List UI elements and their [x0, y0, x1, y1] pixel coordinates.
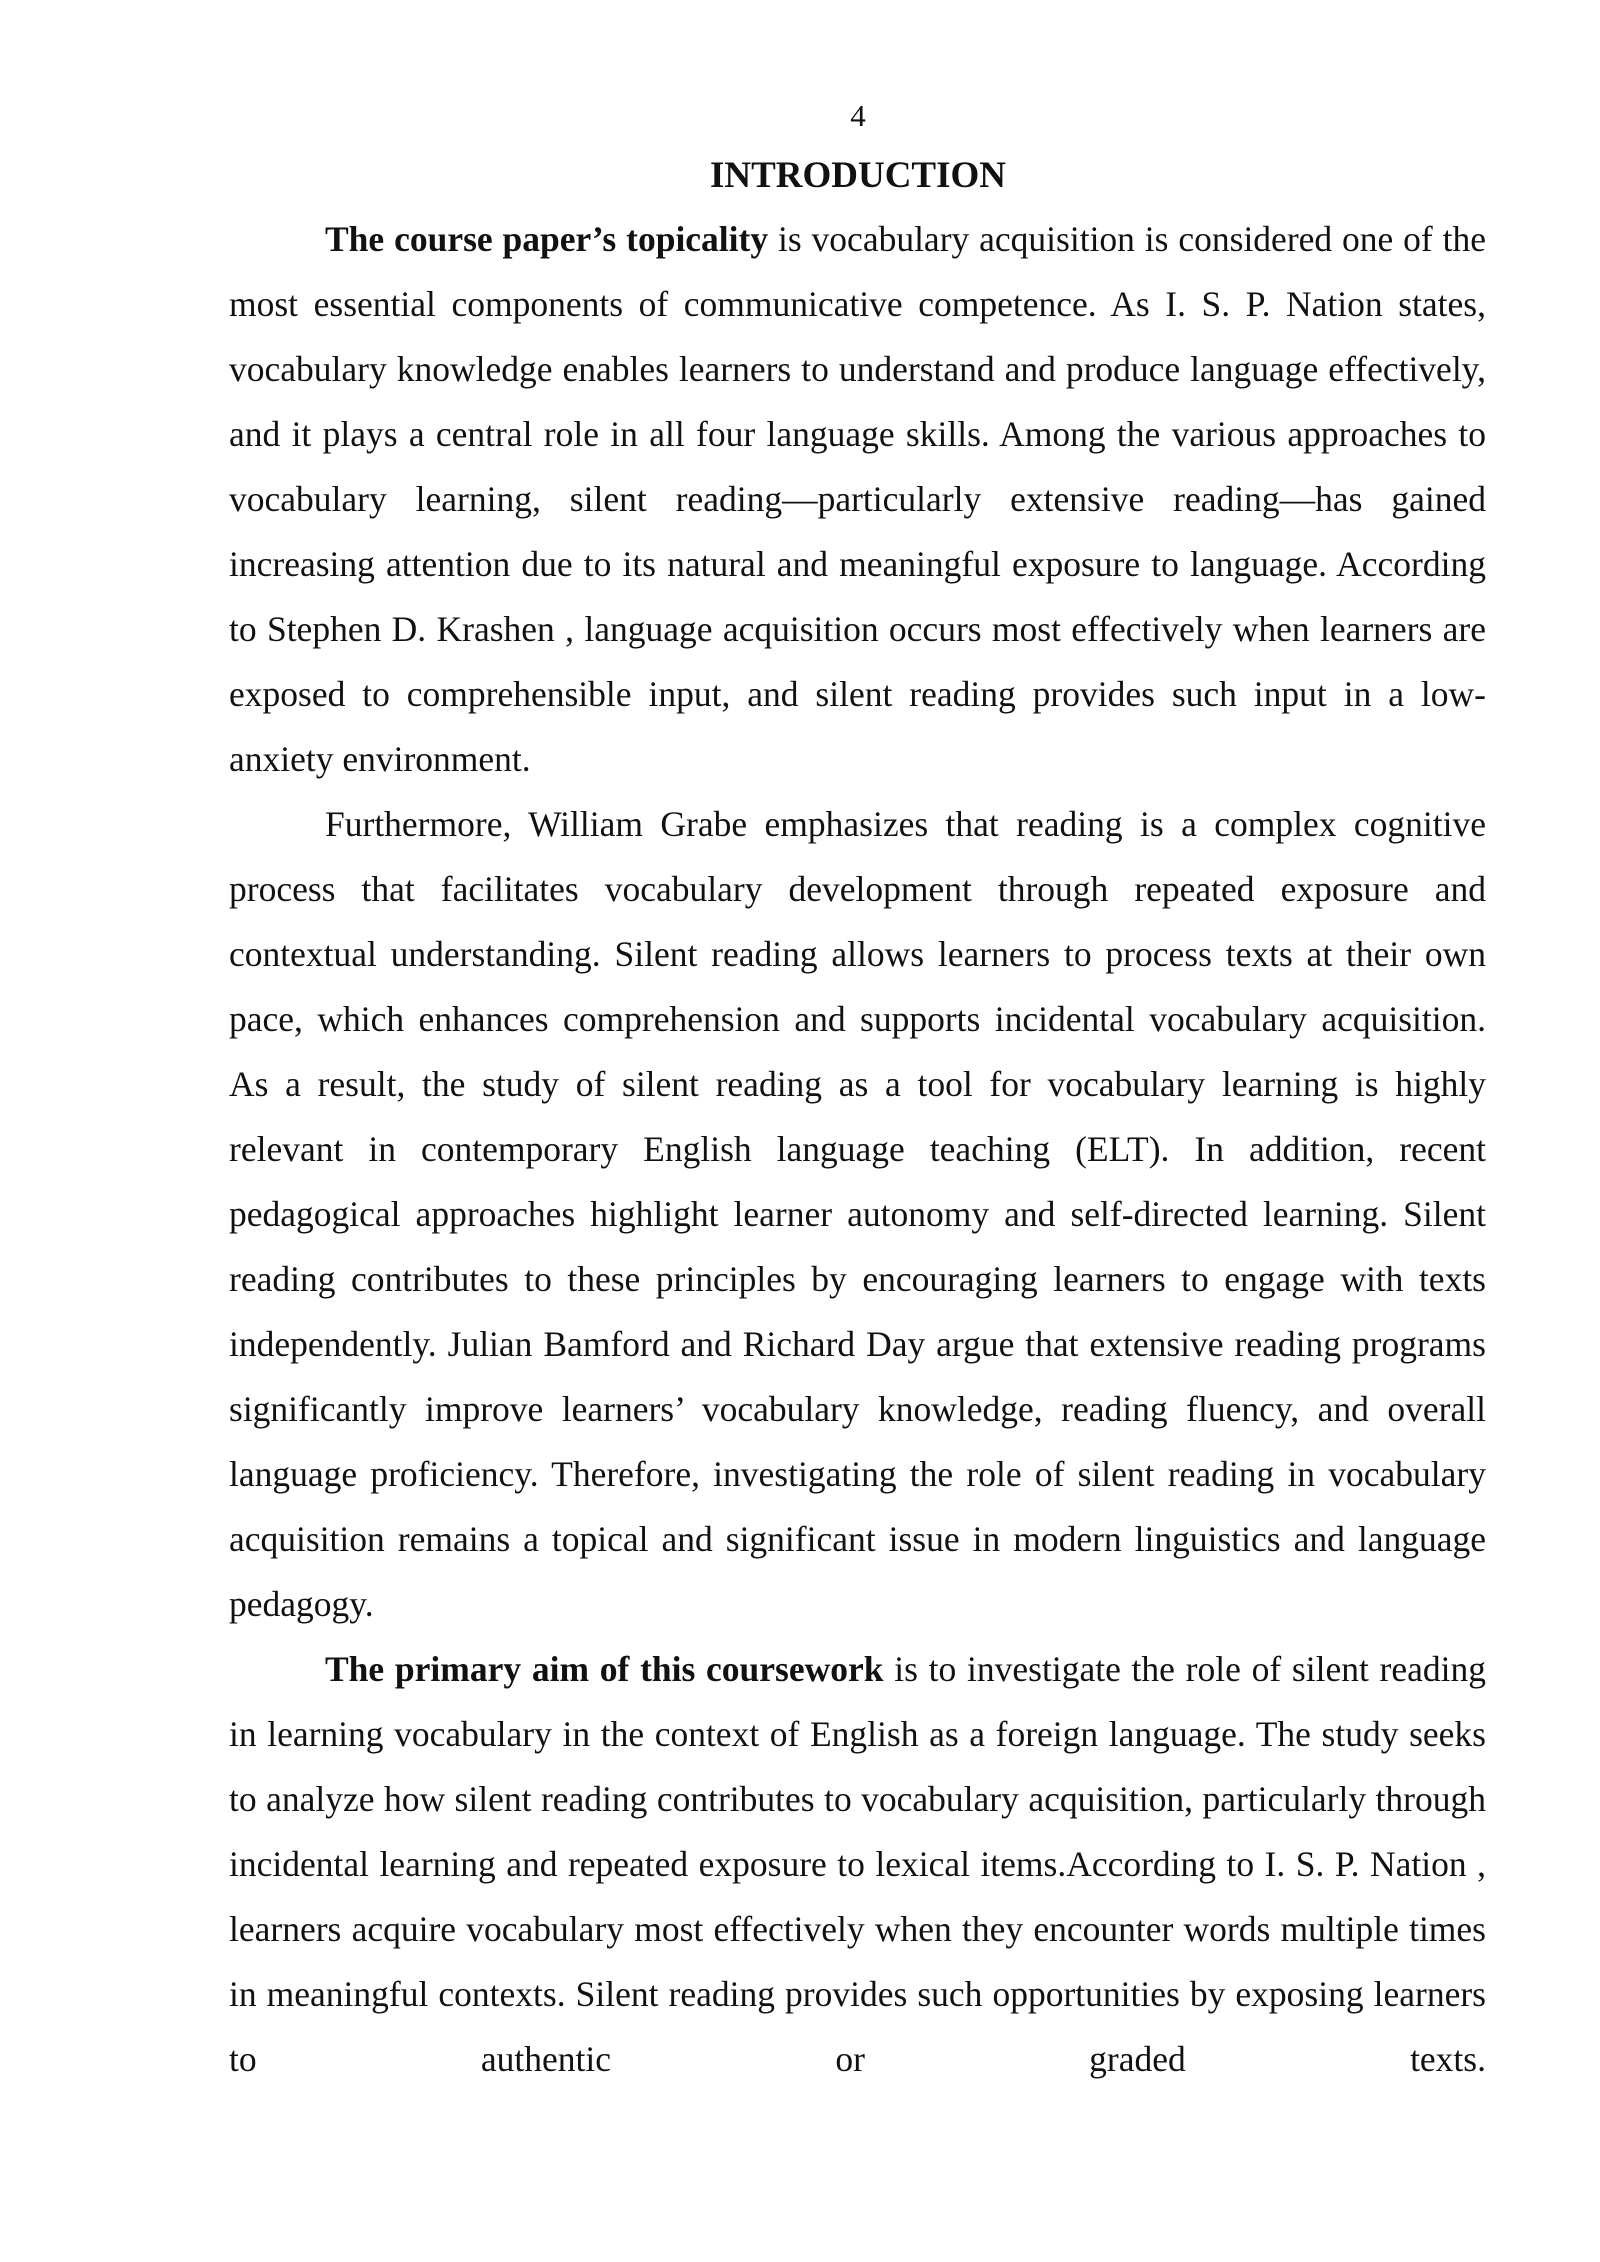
- paragraph-aim: [229, 1637, 1486, 2092]
- paragraph-topicality: [229, 207, 1486, 792]
- paragraph-text: Furthermore, William Grabe emphasizes that reading is a complex cognitive process that facilitates vocabulary development through repeated exposure and contextual understanding. Silent reading allows learners to process texts at their own pace, which enhances comprehension and supports incidental vocabulary acquisition. As a result, the study of silent reading as a tool for vocabulary learning is highly relevant in contemporary English language teaching (ELT). In addition, recent pedagogical approaches highlight learner autonomy and self-directed learning. Silent reading contributes to these principles by encouraging learners to engage with texts independently. Julian Bamford and Richard Day argue that extensive reading programs significantly improve learners’ vocabulary knowledge, reading fluency, and overall language proficiency. Therefore, investigating the role of silent reading in vocabulary acquisition remains a topical and significant issue in modern linguistics and language pedagogy.: [229, 804, 1486, 1624]
- body-text: [229, 207, 1486, 2092]
- paragraph-lead: The course paper’s topicality: [325, 219, 769, 259]
- paragraph-text: is vocabulary acquisition is considered one of the most essential components of communicative competence. As I. S. P. Nation states, vocabulary knowledge enables learners to understand and produce language effectively, and it plays a central role in all four language skills. Among the various approaches to vocabulary learning, silent reading—particularly extensive reading—has gained increasing attention due to its natural and meaningful exposure to language. According to Stephen D. Krashen , language acquisition occurs most effectively when learners are exposed to comprehensible input, and silent reading provides such input in a low-anxiety environment.: [229, 219, 1486, 779]
- page-number: 4: [850, 98, 866, 133]
- paragraph-text: is to investigate the role of silent reading in learning vocabulary in the context of English as a foreign language. The study seeks to analyze how silent reading contributes to vocabulary acquisition, particularly through incidental learning and repeated exposure to lexical items.According to I. S. P. Nation , learners acquire vocabulary most effectively when they encounter words multiple times in meaningful contexts. Silent reading provides such opportunities by exposing learners to authentic or graded texts.: [229, 1649, 1486, 2079]
- paragraph-lead: The primary aim of this coursework: [325, 1649, 884, 1689]
- section-heading: INTRODUCTION: [709, 155, 1007, 196]
- paragraph-relevance: [229, 792, 1486, 1637]
